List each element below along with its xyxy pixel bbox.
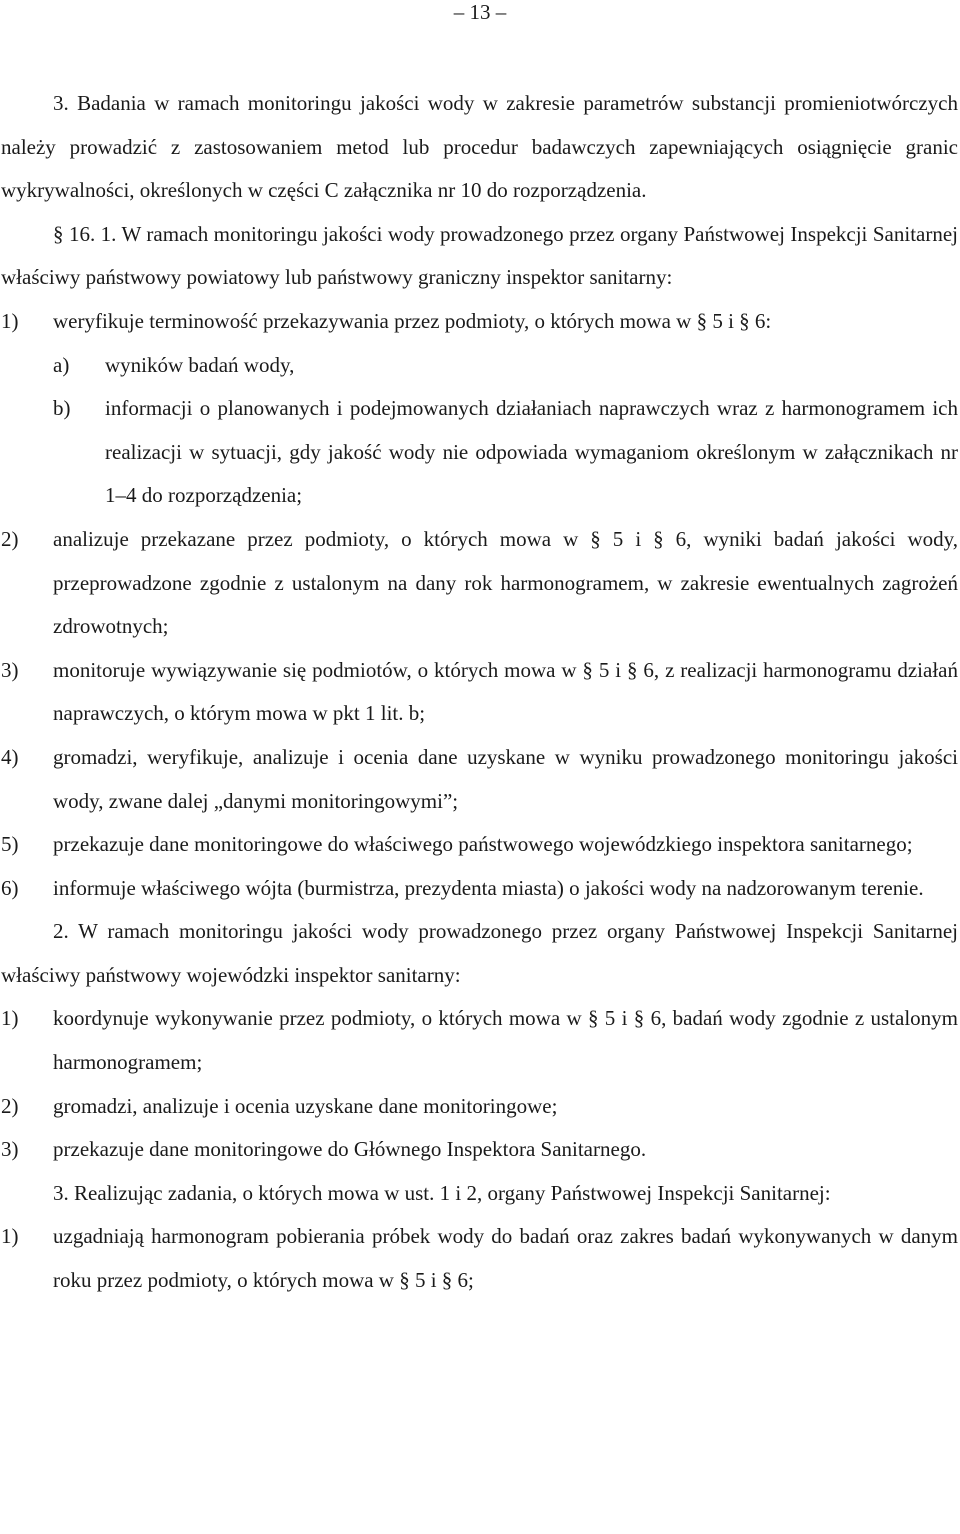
ust2-item-2 (1, 1085, 958, 1129)
subitem-text: wyników badań wody, (105, 352, 295, 377)
item-text: koordynuje wykonywanie przez podmioty, o których mowa w § 5 i § 6, badań wody zgodnie z ustalonym harmonogramem; (53, 1006, 958, 1075)
ust1-subitem-b (1, 387, 958, 518)
item-text: przekazuje dane monitoringowe do właściwego państwowego wojewódzkiego inspektora sanitarnego; (53, 832, 913, 857)
item-text: weryfikuje terminowość przekazywania przez podmioty, o których mowa w § 5 i § 6: (53, 308, 772, 333)
item-text: gromadzi, analizuje i ocenia uzyskane dane monitoringowe; (53, 1093, 558, 1118)
item-number: 1) (1, 1224, 19, 1249)
ust1-item-5 (1, 823, 958, 867)
ust1-item-3 (1, 649, 958, 736)
page-number: – 13 – (453, 0, 507, 24)
item-number: 3) (1, 657, 19, 682)
item-number: 6) (1, 875, 19, 900)
item-text: analizuje przekazane przez podmioty, o których mowa w § 5 i § 6, wyniki badań jakości wody, przeprowadzone zgodnie z ustalonym na dany rok harmonogramem, w zakresie ewentualnych zagrożeń zdrowotnych; (53, 526, 958, 639)
ust2-item-3 (1, 1128, 958, 1172)
item-number: 1) (1, 1006, 19, 1031)
ust2-item-1 (1, 997, 958, 1084)
item-text: uzgadniają harmonogram pobierania próbek wody do badań oraz zakres badań wykonywanych w danym roku przez podmioty, o których mowa w § 5 i § 6; (53, 1224, 958, 1293)
section-16-ust-2-intro: 2. W ramach monitoringu jakości wody prowadzonego przez organy Państwowej Inspekcji Sanitarnej właściwy państwowy wojewódzki inspektor sanitarny: (1, 919, 958, 987)
item-text: przekazuje dane monitoringowe do Głównego Inspektora Sanitarnego. (53, 1137, 647, 1162)
item-number: 2) (1, 1093, 19, 1118)
item-text: informuje właściwego wójta (burmistrza, prezydenta miasta) o jakości wody na nadzorowanym terenie. (53, 875, 924, 900)
ust3-item-1 (1, 1215, 958, 1302)
ust1-item-4 (1, 736, 958, 823)
subitem-letter: b) (53, 396, 71, 421)
item-text: gromadzi, weryfikuje, analizuje i ocenia dane uzyskane w wyniku prowadzonego monitoringu jakości wody, zwane dalej „danymi monitoringowymi”; (53, 744, 958, 813)
ust1-item-1 (1, 300, 958, 344)
paragraph-3: 3. Badania w ramach monitoringu jakości wody w zakresie parametrów substancji promieniotwórczych należy prowadzić z zastosowaniem metod lub procedur badawczych zapewniających osiągnięcie granic wykrywalności, określonych w części C załącznika nr 10 do rozporządzenia. (1, 91, 958, 203)
ust1-subitem-a (1, 344, 958, 388)
item-number: 1) (1, 308, 19, 333)
item-text: monitoruje wywiązywanie się podmiotów, o których mowa w § 5 i § 6, z realizacji harmonogramu działań naprawczych, o którym mowa w pkt 1 lit. b; (53, 657, 958, 726)
ust1-item-6 (1, 867, 958, 911)
item-number: 5) (1, 832, 19, 857)
subitem-letter: a) (53, 352, 70, 377)
section-16-ust-3-intro: 3. Realizując zadania, o których mowa w ust. 1 i 2, organy Państwowej Inspekcji Sanitarnej: (53, 1180, 831, 1205)
subitem-text: informacji o planowanych i podejmowanych działaniach naprawczych wraz z harmonogramem ich realizacji w sytuacji, gdy jakość wody nie odpowiada wymaganiom określonym w załącznikach nr 1–4 do rozporządzenia; (105, 396, 958, 508)
section-16-ust-1-intro: § 16. 1. W ramach monitoringu jakości wody prowadzonego przez organy Państwowej Inspekcji Sanitarnej właściwy państwowy powiatowy lub państwowy graniczny inspektor sanitarny: (1, 221, 958, 290)
item-number: 2) (1, 526, 19, 551)
document-body (1, 82, 958, 1303)
item-number: 3) (1, 1137, 19, 1162)
ust1-item-2 (1, 518, 958, 649)
item-number: 4) (1, 744, 19, 769)
